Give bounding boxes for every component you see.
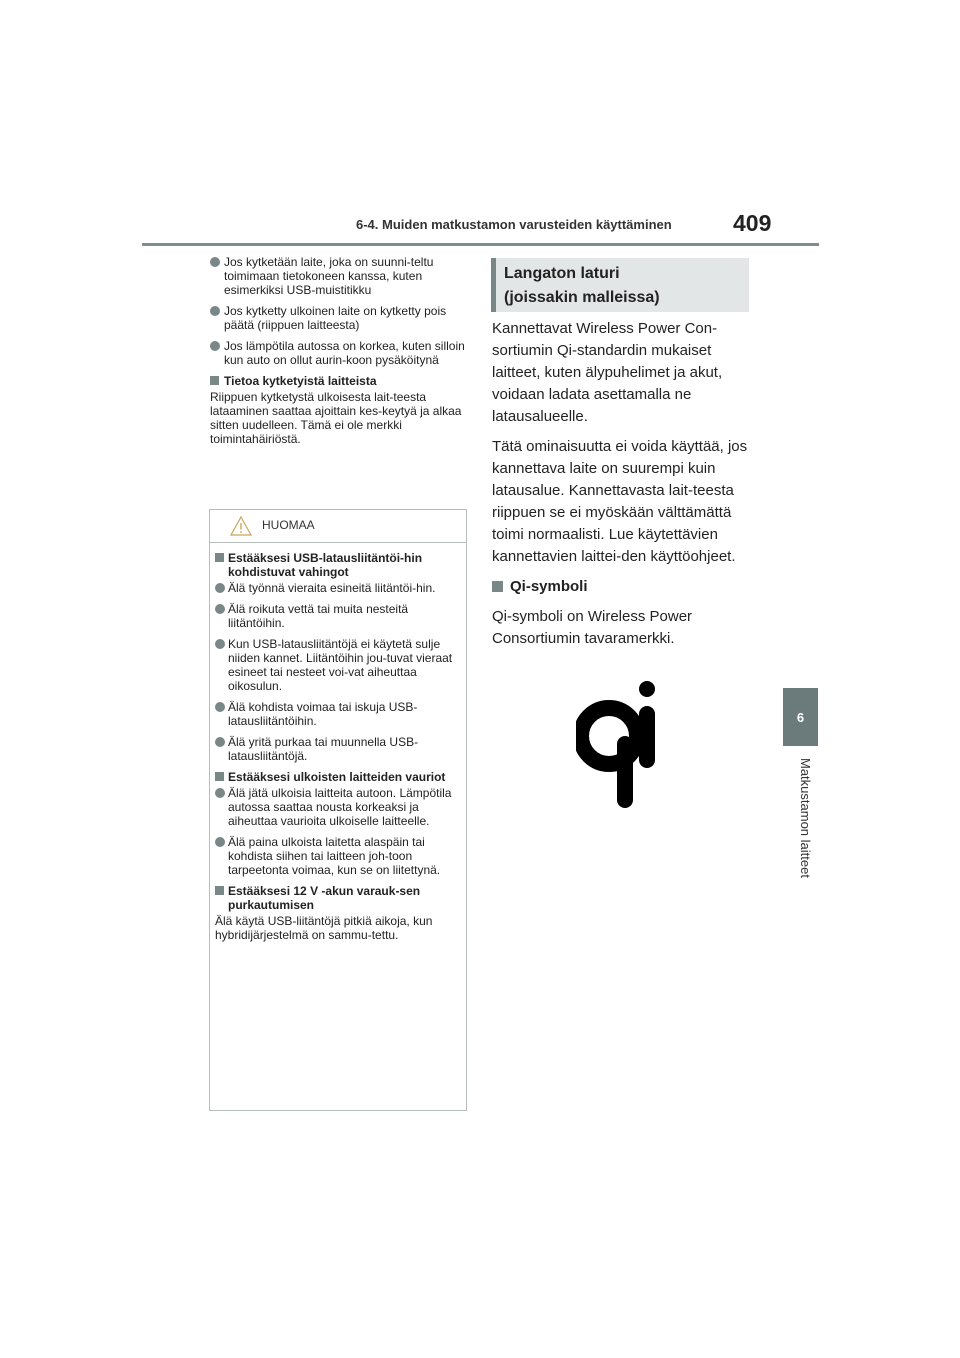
- list-item: Älä jätä ulkoisia laitteita autoon. Lämpötila autossa saattaa nousta korkeaksi ja aiheuttaa vaurioita ulkoiselle laitteelle.: [215, 786, 460, 828]
- chapter-label: Matkustamon laitteet: [798, 758, 813, 878]
- qi-logo-icon: [576, 680, 668, 808]
- bullet-dot-icon: [215, 702, 225, 712]
- section-title: Langaton laturi (joissakin malleissa): [504, 265, 660, 306]
- notice-box: [209, 509, 467, 1111]
- section-heading-box: [491, 258, 749, 312]
- bullet-dot-icon: [215, 837, 225, 847]
- bullet-dot-icon: [210, 306, 220, 316]
- warning-triangle-icon: [229, 515, 253, 537]
- notice-subheading: Estääksesi ulkoisten laitteiden vauriot: [215, 770, 460, 784]
- bullet-dot-icon: [215, 639, 225, 649]
- list-item: Jos kytketään laite, joka on suunni-teltu toimimaan tietokoneen kanssa, kuten esimerkiksi USB-muistitikku: [210, 255, 466, 297]
- list-item: Älä paina ulkoista laitetta alaspäin tai kohdista siihen tai laitteen joh-toon tarpeetonta voimaa, kun se on liitettynä.: [215, 835, 460, 877]
- bullet-square-icon: [215, 886, 224, 895]
- list-item: Älä roikuta vettä tai muita nesteitä liitäntöihin.: [215, 602, 460, 630]
- bullet-square-icon: [215, 772, 224, 781]
- left-column: [210, 255, 466, 453]
- list-item: Älä yritä purkaa tai muunnella USB-latausliitäntöjä.: [215, 735, 460, 763]
- bullet-dot-icon: [215, 583, 225, 593]
- paragraph: Qi-symboli on Wireless Power Consortiumin tavaramerkki.: [492, 608, 693, 647]
- bullet-dot-icon: [215, 788, 225, 798]
- paragraph: Tätä ominaisuutta ei voida käyttää, jos kannettava laite on suurempi kuin latausalue. Kannettavasta lait-teesta riippuen se ei myöskään välttämättä toimi normaalisti. Lue käytettävien kannettavien laittei-den käyttöohjeet.: [492, 438, 748, 565]
- right-column: [492, 318, 752, 658]
- bullet-square-icon: [492, 581, 503, 592]
- subheading: Qi-symboli: [492, 576, 752, 598]
- list-item: Kun USB-latausliitäntöjä ei käytetä sulje niiden kannet. Liitäntöihin jou-tuvat vieraat esineet tai nesteet voi-vat aiheuttaa oikosulun.: [215, 637, 460, 693]
- list-item: Jos lämpötila autossa on korkea, kuten silloin kun auto on ollut aurin-koon pysäköitynä: [210, 339, 466, 367]
- bullet-square-icon: [215, 553, 224, 562]
- bullet-dot-icon: [210, 257, 220, 267]
- page-number: 409: [733, 210, 772, 236]
- paragraph: Älä käytä USB-liitäntöjä pitkiä aikoja, kun hybridijärjestelmä on sammu-tettu.: [215, 914, 433, 942]
- list-item: Älä kohdista voimaa tai iskuja USB-latausliitäntöihin.: [215, 700, 460, 728]
- notice-subheading: Estääksesi USB-latausliitäntöi-hin kohdistuvat vahingot: [215, 551, 460, 579]
- notice-subheading: Estääksesi 12 V -akun varauk-sen purkautumisen: [215, 884, 460, 912]
- notice-header: [210, 510, 466, 543]
- running-header: 6-4. Muiden matkustamon varusteiden käyttäminen: [356, 217, 672, 232]
- list-item: Jos kytketty ulkoinen laite on kytketty pois päätä (riippuen laitteesta): [210, 304, 466, 332]
- paragraph: Kannettavat Wireless Power Con-sortiumin Qi-standardin mukaiset laitteet, kuten älypuhelimet ja akut, voidaan ladata asettamalla ne latausalueelle.: [492, 320, 723, 425]
- notice-body: [210, 543, 466, 942]
- paragraph: Riippuen kytketystä ulkoisesta lait-teesta lataaminen saattaa ajoittain kes-keytyä ja alkaa sitten uudelleen. Tämä ei ole merkki toimintahäiriöstä.: [210, 390, 462, 446]
- bullet-dot-icon: [215, 604, 225, 614]
- subheading: Tietoa kytketyistä laitteista: [210, 374, 466, 388]
- chapter-tab[interactable]: [783, 688, 818, 746]
- list-item: Älä työnnä vieraita esineitä liitäntöi-hin.: [215, 581, 460, 595]
- header-divider: [142, 243, 819, 246]
- bullet-square-icon: [210, 376, 219, 385]
- bullet-dot-icon: [215, 737, 225, 747]
- bullet-dot-icon: [210, 341, 220, 351]
- notice-title: HUOMAA: [262, 518, 315, 532]
- chapter-number: 6: [796, 709, 805, 725]
